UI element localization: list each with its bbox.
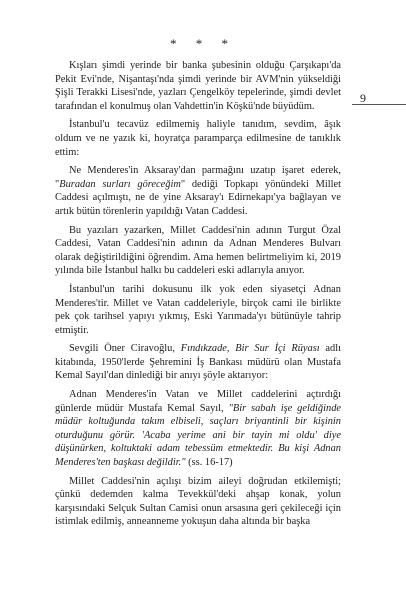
page-number: 9 — [360, 91, 366, 105]
text-run: Ne Menderes'in Aksaray'dan parmağını uzatıp işaret ederek, " — [55, 165, 341, 190]
text-run: (ss. 16-17) — [185, 457, 233, 469]
paragraph — [55, 388, 341, 470]
italic-text: Buradan surları göreceğim — [59, 178, 181, 190]
paragraph — [55, 164, 341, 218]
paragraph — [55, 118, 341, 159]
italic-text: "Bir sabah işe geldiğinde müdür koltuğunda takım elbiseli, saçları briyantinli bir kişinin oturduğunu görür. 'Acaba yerime ani bir tayin mi oldu' diye düşünürken, koltuktaki adam tebessüm etmektedir. Bu kişi Adnan Menderes'ten başkası değildir." — [55, 402, 342, 469]
paragraph — [55, 224, 341, 278]
paragraph — [55, 283, 341, 337]
section-mark: * * * — [170, 36, 236, 51]
paragraph — [55, 475, 341, 529]
text-run: Millet Caddesi'nin açılışı bizim aileyi doğrudan etkilemişti; çünkü dedemden kalma Tevekkül'deki ahşap konak, yolun karşısındaki Selçuk Sultan Camisi onun arsasına geri çekileceği için istimlak edilmiş, anneanneme yokuşun daha altında bir başka — [55, 475, 341, 528]
page-number-rule — [352, 104, 406, 105]
text-run: Bu yazıları yazarken, Millet Caddesi'nin adının Turgut Özal Caddesi, Vatan Caddesi'nin adının da Adnan Menderes Bulvarı olarak değiştirildiğini öğrendim. Ama hemen belirtmeliyim ki, 2019 yılında bile İstanbul halkı bu caddeleri eski adlarıyla anıyor. — [55, 224, 341, 277]
text-run: adlı kitabında, 1950'lerde Şehremini İş Bankası müdürü olan Mustafa Kemal Sayıl'dan dinlediği bir anıyı şöyle aktarıyor: — [55, 343, 341, 382]
text-run: Adnan Menderes'in Vatan ve Millet caddelerini açtırdığı günlerde müdür Mustafa Kemal Sayıl, — [55, 389, 341, 414]
text-run: Kışları şimdi yerinde bir banka şubesinin olduğu Çarşıkapı'da Pekit Evi'nde, Nişantaşı'nda şimdi yerinde bir AVM'nin yükseldiği Şişli Terakki Lisesi'nde, yazları Çengelköy tepelerinde, şimdi devlet tarafından el konulmuş olan Vahdettin'in Köşkü'nde büyüdüm. — [55, 60, 341, 112]
text-run: İstanbul'u tecavüz edilmemiş haliyle tanıdım, sevdim, âşık oldum ve ne yazık ki, hoyratça paramparça edilmesine de tanıklık ettim: — [55, 119, 341, 158]
text-run: " dediği Topkapı yönündeki Millet Caddesi açılmıştı, ne de yine Aksaray'ı Edirnekapı'ya bağlayan ve artık bütün törenlerin yapıldığı Vatan Caddesi. — [55, 178, 341, 217]
text-run: İstanbul'un tarihi dokusunu ilk yok eden siyasetçi Adnan Menderes'tir. Millet ve Vatan caddeleriyle, birçok cami ile birlikte pek çok tarihsel yapıyı yıkmış, Eski Yarımada'yı bütünüyle tahrip etmiştir. — [55, 283, 341, 336]
text-run: Sevgili Öner Ciravoğlu, — [69, 343, 181, 355]
paragraph — [55, 59, 341, 113]
italic-text: Fındıkzade, Bir Sur İçi Rüyası — [180, 343, 320, 355]
body-text — [55, 59, 341, 530]
paragraph — [55, 342, 341, 383]
